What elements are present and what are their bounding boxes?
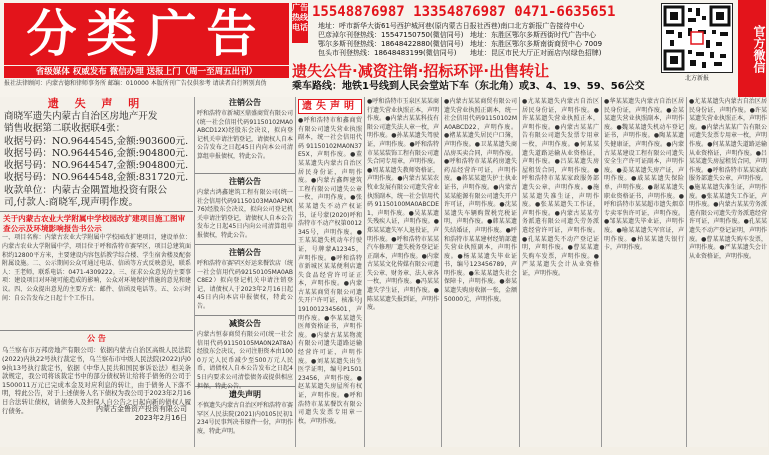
logo-note: 报社法律顾问：内蒙古德和律师事务所 邮编：010000 本版所刊广告仅供参考 请读者自行辨别真伪 xyxy=(4,80,267,87)
announcement-signer: 内蒙古金鲁资产投资有限公司 xyxy=(96,405,187,414)
tender-body: 一、项目名称：内蒙古农业大学附属中学校园改扩建项目，建设单位：内蒙古农业大学附属中学，项目位于呼和浩特市赛罕区，项目总建筑面积约12800平方米，主要建设内容包括教学综合楼、学生宿舍楼及配套附属设施。二、公示期间公众可通过电话、信函等方式反映意见，联系人：王老师，联系电话：0471-4309222。三、征求公众意见的主要事项：建设项目对环境可能造成的影响，公众对环境保护措施的意见和建议。四、公众提出意见的主要方式：邮件、信函及电话等。五、公示时间：自公告发布之日起十个工作日。 xyxy=(2,234,191,302)
address-line: 地址：东胜区鄂尔多斯南街商贸中心 7009 xyxy=(470,40,603,48)
notice-block xyxy=(195,247,295,313)
block-title: 注销公告 xyxy=(229,248,261,257)
notice-line: 收据号码：NO.9644545,金额:903600元. xyxy=(4,135,189,147)
official-wechat-label: 官方微信 xyxy=(738,0,766,97)
column-7 xyxy=(601,97,686,447)
bus-route: 乘车路线：地铁1号线到人民会堂站下车（东北角）或3、4、19、59、56公交 xyxy=(292,81,645,92)
address-line: 地址：呼市新华大街61号西护城河巷(原内蒙古日报社西巷)南口北方新报广告接待中心 xyxy=(318,22,585,30)
block-body: 不慎遗失内蒙古自治区呼和浩特市赛罕区人民法院(2021)内0105民初1234号民事判决书原件一份，声明作废，特此声明。 xyxy=(197,402,294,435)
announcement-date: 2023年2月16日 xyxy=(134,413,187,422)
column-text: ●尤某某遗失内蒙古自治区居民身份证，声明作废。●许某某遗失营业执照正本，声明作废。●内蒙古某某广告有限公司遗失发票专用章一枚，声明作废。●何某某遗失道路运输从业资格证，声明作废。●吕某某遗失房屋租赁合同，声明作废。●呼和浩特市某某家政服务部遗失公章，声明作废。●施某某遗失准生证，声明作废。●张某某遗失工作证，声明作废。●内蒙古某某劳务派遣有限公司遗失劳务派遣经营许可证，声明作废。●孔某某遗失不动产登记证明，声明作废。●曹某某遗失购车发票，声明作废。●严某某遗失会计从业资格证，声明作废。 xyxy=(522,98,599,277)
notice-block xyxy=(195,97,295,171)
lost-notice-box-title: 遗失声明 xyxy=(298,99,362,114)
announcement-body: 乌兰察布市万邦房地产有限公司：依据内蒙古自治区高级人民法院(2022)内执22号执行裁定书，乌兰察布市中级人民法院(2022)内09执13号执行裁定书，依据《中华人民共和国民事诉讼法》相关条款规定，我公司将该裁定书中的部分债权转让给将手债务的公司于1500011万元已完成本金及对应利息的转让，由于债务人下落不明，特此公告，对于上述债务人名下债权为我公司于2023年2月16日合法转让债权，请债务人及担保人自公告之日起向新的债权人履行债务。 xyxy=(2,346,191,415)
notice-line: 收据号码：NO.9644547,金额:904800元. xyxy=(4,160,189,172)
block-title: 减资公告 xyxy=(229,319,261,328)
column-4 xyxy=(364,97,441,447)
address-line: 地址：东胜区鄂尔多斯西街时代广告中心 xyxy=(470,31,596,39)
address-line: 地址：昆区市民大厅正对面店内(绿色招牌) xyxy=(470,49,602,57)
block-body: 内蒙古鸿鑫建筑工程有限公司(统一社会信用代码91150103MA0APNX76)经股东会决议，拟向公司登记机关申请注销登记，请债权人自本公告发布之日起45日内向公司清算组申报债权，特此公告。 xyxy=(197,189,294,239)
category-banner: 遗失公告·减资注销·招标环评·出售转让 xyxy=(292,62,550,80)
masthead xyxy=(0,0,768,97)
column-text: ●尤某某遗失内蒙古自治区居民身份证，声明作废。●许某某遗失营业执照正本，声明作废。●内蒙古某某广告有限公司遗失发票专用章一枚，声明作废。●何某某遗失道路运输从业资格证，声明作废。●吕某某遗失房屋租赁合同，声明作废。●呼和浩特市某某家政服务部遗失公章，声明作废。●施某某遗失准生证，声明作废。●张某某遗失工作证，声明作废。●内蒙古某某劳务派遣有限公司遗失劳务派遣经营许可证，声明作废。●孔某某遗失不动产登记证明，声明作废。●曹某某遗失购车发票，声明作废。●严某某遗失会计从业资格证，声明作废。 xyxy=(689,98,768,260)
column-6 xyxy=(519,97,601,447)
column-text: ●内蒙古某某商贸有限公司遗失营业执照正副本，统一社会信用代码91150102MA0ABCD22，声明作废。●褚某某遗失居民户口簿，声明作废。●卫某某遗失商品房买卖合同，声明作废。●呼和浩特市某某药房遗失药品经营许可证，声明作废。●蒋某某遗失护士执业证书，声明作废。●内蒙古某某能源有限公司遗失开户许可证，声明作废。●沈某某遗失车辆购置税完税证明，声明作废。●韩某某遗失结婚证，声明作废。●呼和浩特市某某建材经销部遗失营业执照副本，声明作废。●杨某某遗失毕业证书，编号123456789，声明作废。●朱某某遗失社会保障卡，声明作废。●秦某某遗失购房收据一张，金额50000元，声明作废。 xyxy=(444,98,517,303)
notice-line: 销售收据第二联收据联4张： xyxy=(4,123,126,135)
notice-block xyxy=(195,318,295,390)
tender-title: 关于内蒙古农业大学附属中学校园改扩建项目施工图审查公示及环境影响报告书公示 xyxy=(3,214,186,233)
notice-block xyxy=(195,389,295,455)
address-line: 包头市刊登热线：18648483199(微信同号) xyxy=(318,49,457,57)
notice-line: 收据号码：NO.9644548,金额:831720元. xyxy=(4,172,189,184)
column-text: ●呼和浩特市和鑫商贸有限公司遗失营业执照副本，统一社会信用代码91150102MA0N37E5X，声明作废。●董某某遗失内蒙古自治区居民身份证，声明作废。●内蒙古鑫辉建筑工程有限公司遗失公章一枚，声明作废。●张某某遗失不动产权证书，证号蒙(2020)呼和浩特市不动产权第0012345号，声明作废。●王某某遗失机动车行驶证，号牌蒙A12345，声明作废。●呼和浩特市新城区某某便利店遗失食品经营许可证正本，声明作废。●内蒙古某某商贸有限公司遗失开户许可证，核准号J1910012345601，声明作废。●李某某遗失医师资格证书，声明作废。●内蒙古某某物流有限公司遗失道路运输经营许可证，声明作废。●刘某某遗失出生医学证明，编号P150123456，声明作废。●赵某某遗失房屋所有权证，声明作废。●呼和浩特市某某餐饮有限公司遗失发票专用章一枚，声明作废。 xyxy=(298,117,362,425)
loss-notice-body xyxy=(0,111,193,209)
qr-code[interactable] xyxy=(661,3,733,73)
block-title: 注销公告 xyxy=(229,98,261,107)
notice-heading: 遗 失 声 明 xyxy=(47,97,146,110)
block-body: 呼和浩特市新城区鼎盛商贸有限公司(统一社会信用代码91150102MA0ABCD12X)经股东会决议，拟向登记机关申请注销登记，请债权人自本公告发布之日起45日内向本公司清算组申报债权，特此公告。 xyxy=(197,110,294,160)
column-8 xyxy=(686,97,769,447)
column-text: ●华某某遗失内蒙古自治区居民身份证，声明作废。●金某某遗失营业执照副本，声明作废。●魏某某遗失机动车登记证书，声明作废。●陶某某遗失健康证，声明作废。●内蒙古某某建设工程有限公司遗失安全生产许可证副本，声明作废。●姜某某遗失房产证，声明作废。●戚某某遗失保险单，声明作废。●谢某某遗失职业资格证书，声明作废。●呼和浩特市某某超市遗失烟草专卖零售许可证，声明作废。●邹某某遗失毕业证，声明作废。●喻某某遗失军官证，声明作废。●柏某某遗失银行卡，声明作废。 xyxy=(604,98,684,252)
column-text: ●呼和浩特市玉泉区某某商行遗失营业执照正本，声明作废。●内蒙古某某科技有限公司遗失法人章一枚，声明作废。●孙某某遗失驾驶证，声明作废。●呼和浩特市某某装饰工程有限公司遗失合同专用章，声明作废。●周某某遗失教师资格证，声明作废。●内蒙古某某农牧业发展有限公司遗失营业执照副本，统一社会信用代码91150100MA0ABCDE1，声明作废。●吴某某遗失残疾人证，声明作废。●郑某某遗失军人退役证，声明作废。●呼和浩特市某某汽车修理厂遗失税务登记证正副本，声明作废。●内蒙古某某文化传媒有限公司遗失公章、财务章、法人章各一枚，声明作废。●冯某某遗失学生证，声明作废。●陈某某遗失报到证，声明作废。 xyxy=(367,98,440,312)
column-5 xyxy=(441,97,519,447)
section-logo: 分类广告 xyxy=(4,3,289,65)
notice-line: 商晓军遗失内蒙古自治区房地产开发 xyxy=(4,111,158,122)
block-body: 呼和浩特市赛罕区好运来餐饮店（统一社会信用代码92150105MA0ABC8E2）拟向登记机关申请注销登记，请债权人于2023年2月16日起45日内向本店申报债权，特此公告。 xyxy=(197,260,294,310)
announcement-heading: 公 告 xyxy=(87,334,106,344)
block-body: 内蒙古恒泰商贸有限公司(统一社会信用代码91150105MA0N2AT8A)经股东会决议，公司注册资本由1000万元人民币减少至500万元人民币，请债权人自本公告发布之日起45日内要求公司清偿债务或提供相应担保，特此公告。 xyxy=(197,331,293,390)
notice-block xyxy=(195,176,295,242)
block-title: 遗失声明 xyxy=(229,390,261,399)
address-line: 鄂尔多斯刊登热线：18648422880(微信同号) xyxy=(318,40,464,48)
column-1 xyxy=(0,97,193,447)
logo-slogan: 省级媒体 权威发布 微信办理 送报上门（周一至周五出刊） xyxy=(4,66,289,78)
notice-line: 收据号码：NO.9644546,金额:904800元. xyxy=(4,147,189,159)
hotline-numbers: 15548876987 13354876987 0471-6635651 xyxy=(312,4,616,20)
column-3 xyxy=(295,97,364,447)
notice-line: 收款单位：内蒙古金隅置地投资有限公 xyxy=(4,184,168,196)
address-line: 巴彦淖尔刊登热线：15547150750(微信同号) xyxy=(318,31,464,39)
column-2 xyxy=(194,97,295,447)
hotline-label: 广告热线电话 xyxy=(292,3,308,43)
notice-line: 司,付款人:商晓军,现声明作废。 xyxy=(4,197,139,209)
qr-caption: 北方新报 xyxy=(684,75,709,82)
block-title: 注销公告 xyxy=(229,177,261,186)
